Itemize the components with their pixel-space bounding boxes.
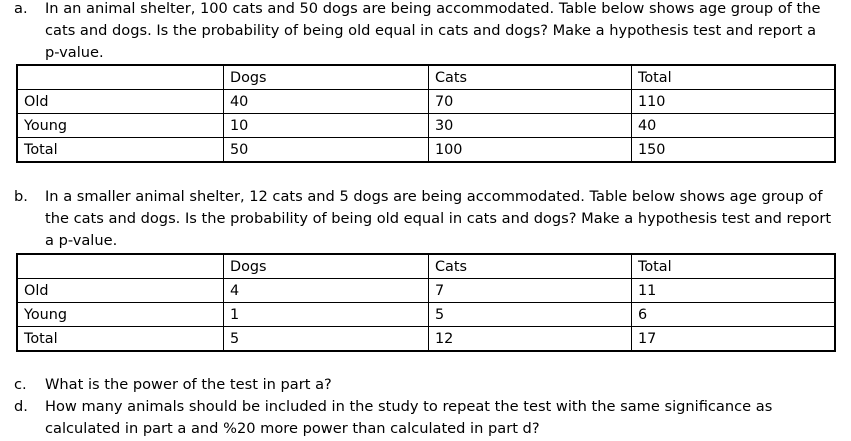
table-cell: Total (17, 138, 224, 163)
question-d-line: How many animals should be included in the study to repeat the test with the same significance as (45, 398, 773, 415)
table-cell: 11 (632, 279, 836, 303)
table-cell: 5 (429, 303, 632, 327)
table-row (17, 303, 835, 327)
table-row (17, 114, 835, 138)
question-b-line: a p-value. (45, 232, 118, 249)
question-d-line: calculated in part a and %20 more power than calculated in part d? (45, 420, 540, 437)
table-header-cell: Dogs (224, 254, 429, 279)
question-b-line: the cats and dogs. Is the probability of being old equal in cats and dogs? Make a hypothesis test and report (45, 210, 832, 227)
table-cell: 30 (429, 114, 632, 138)
question-d-marker: d. (14, 398, 28, 415)
table-cell: 4 (224, 279, 429, 303)
table-cell: Old (17, 90, 224, 114)
question-b-line: In a smaller animal shelter, 12 cats and 5 dogs are being accommodated. Table below shows age group of (45, 188, 823, 205)
question-b-marker: b. (14, 188, 28, 205)
question-a-text (45, 0, 835, 64)
table-header-cell (17, 254, 224, 279)
table-header-cell (17, 65, 224, 90)
question-c-text (45, 374, 835, 396)
question-a-line: p-value. (45, 44, 104, 61)
table-row (17, 327, 835, 352)
table-cell: 6 (632, 303, 836, 327)
table-cell: Young (17, 303, 224, 327)
table-cell: 5 (224, 327, 429, 352)
table-header-row (17, 65, 835, 90)
table-cell: 70 (429, 90, 632, 114)
table-cell: Total (17, 327, 224, 352)
question-a-line: In an animal shelter, 100 cats and 50 dogs are being accommodated. Table below shows age group of the (45, 0, 821, 17)
question-c-marker: c. (14, 376, 27, 393)
table-cell: 7 (429, 279, 632, 303)
table-cell: 1 (224, 303, 429, 327)
table-cell: 40 (632, 114, 836, 138)
table-header-cell: Cats (429, 254, 632, 279)
table-cell: 100 (429, 138, 632, 163)
table-header-cell: Cats (429, 65, 632, 90)
question-a-marker: a. (14, 0, 28, 17)
table-header-cell: Total (632, 65, 836, 90)
table-header-cell: Dogs (224, 65, 429, 90)
question-c-line: What is the power of the test in part a? (45, 376, 332, 393)
table-cell: 40 (224, 90, 429, 114)
table-cell: 12 (429, 327, 632, 352)
table-cell: Young (17, 114, 224, 138)
table-row (17, 279, 835, 303)
table-row (17, 90, 835, 114)
table-cell: 17 (632, 327, 836, 352)
table-header-cell: Total (632, 254, 836, 279)
question-a-line: cats and dogs. Is the probability of being old equal in cats and dogs? Make a hypothesis test and report a (45, 22, 817, 39)
question-b-text (45, 186, 835, 252)
table-b (16, 253, 836, 352)
table-cell: 10 (224, 114, 429, 138)
table-cell: 50 (224, 138, 429, 163)
table-cell: 110 (632, 90, 836, 114)
table-header-row (17, 254, 835, 279)
table-cell: 150 (632, 138, 836, 163)
table-row (17, 138, 835, 163)
question-d-text (45, 396, 835, 440)
table-cell: Old (17, 279, 224, 303)
table-a (16, 64, 836, 163)
